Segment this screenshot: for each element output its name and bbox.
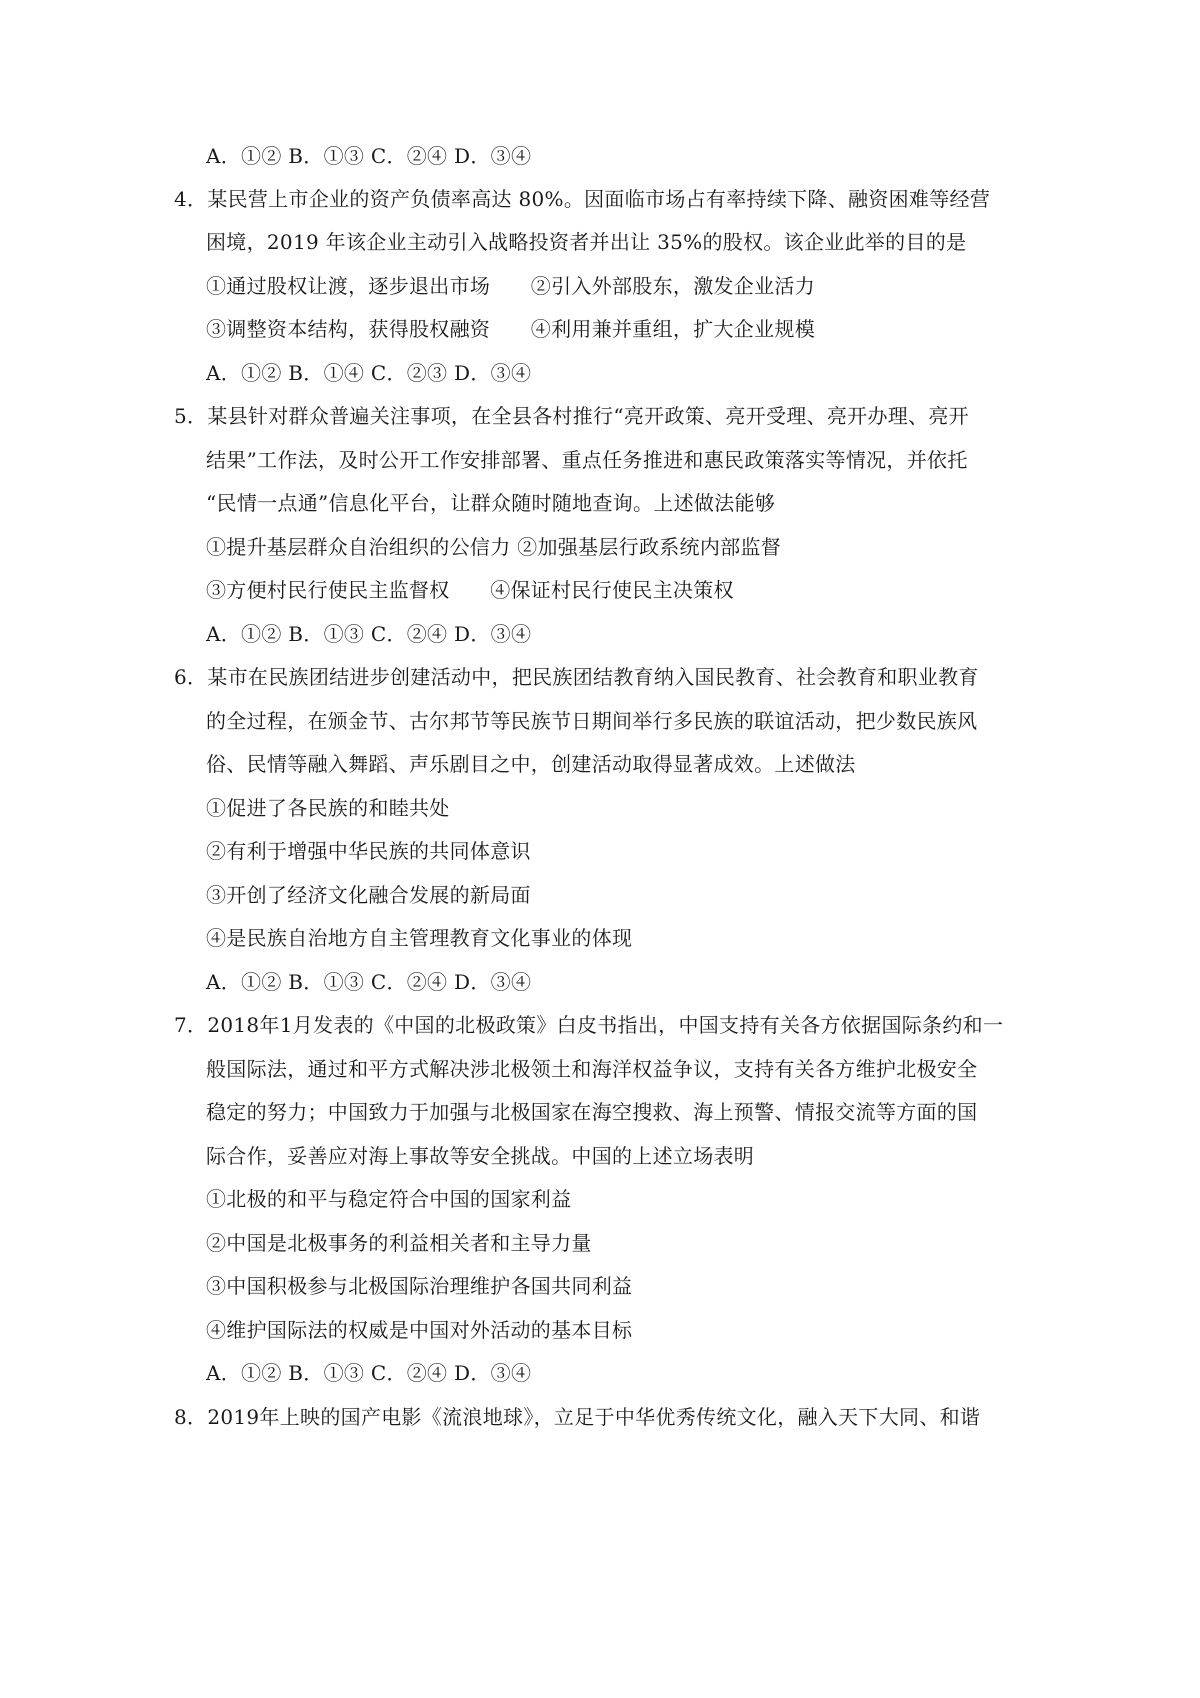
question-8-stem: 8．2019年上映的国产电影《流浪地球》，立足于中华优秀传统文化，融入天下大同、和谐 (174, 1405, 981, 1429)
answer-options-q3: A．①② B．①③ C．②④ D．③④ (206, 144, 532, 168)
question-6-statement-2: ②有利于增强中华民族的共同体意识 (206, 839, 531, 863)
answer-options-q7: A．①② B．①③ C．②④ D．③④ (206, 1361, 532, 1385)
question-7-stem-cont-3: 际合作，妥善应对海上事故等安全挑战。中国的上述立场表明 (206, 1144, 755, 1168)
question-6-statement-1: ①促进了各民族的和睦共处 (206, 796, 450, 820)
question-5-stem-cont-2: “民情一点通”信息化平台，让群众随时随地查询。上述做法能够 (206, 491, 776, 515)
question-6-stem: 6．某市在民族团结进步创建活动中，把民族团结教育纳入国民教育、社会教育和职业教育 (174, 665, 979, 689)
question-5-stem: 5．某县针对群众普遍关注事项，在全县各村推行“亮开政策、亮开受理、亮开办理、亮开 (174, 404, 969, 428)
question-5-statements-1-2: ①提升基层群众自治组织的公信力 ②加强基层行政系统内部监督 (206, 535, 782, 559)
question-5-stem-cont-1: 结果”工作法，及时公开工作安排部署、重点任务推进和惠民政策落实等情况，并依托 (206, 448, 968, 472)
answer-options-q4: A．①② B．①④ C．②③ D．③④ (206, 361, 532, 385)
question-6-statement-4: ④是民族自治地方自主管理教育文化事业的体现 (206, 926, 633, 950)
answer-options-q6: A．①② B．①③ C．②④ D．③④ (206, 970, 532, 994)
question-4-statements-3-4: ③调整资本结构，获得股权融资 ④利用兼并重组，扩大企业规模 (206, 317, 815, 341)
answer-options-q5: A．①② B．①③ C．②④ D．③④ (206, 622, 532, 646)
question-7-stem-cont-1: 般国际法，通过和平方式解决涉北极领土和海洋权益争议，支持有关各方维护北极安全 (206, 1057, 978, 1081)
question-6-stem-cont-1: 的全过程，在颁金节、古尔邦节等民族节日期间举行多民族的联谊活动，把少数民族风 (206, 709, 978, 733)
question-4-stem: 4．某民营上市企业的资产负债率高达 80%。因面临市场占有率持续下降、融资困难等经营 (174, 187, 991, 211)
question-4-stem-cont: 困境，2019 年该企业主动引入战略投资者并出让 35%的股权。该企业此举的目的是 (206, 230, 967, 254)
question-6-stem-cont-2: 俗、民情等融入舞蹈、声乐剧目之中，创建活动取得显著成效。上述做法 (206, 752, 856, 776)
question-7-statement-2: ②中国是北极事务的利益相关者和主导力量 (206, 1231, 592, 1255)
question-7-statement-1: ①北极的和平与稳定符合中国的国家利益 (206, 1187, 572, 1211)
question-7-stem-cont-2: 稳定的努力；中国致力于加强与北极国家在海空搜救、海上预警、情报交流等方面的国 (206, 1100, 978, 1124)
question-7-statement-4: ④维护国际法的权威是中国对外活动的基本目标 (206, 1318, 633, 1342)
question-7-stem: 7．2018年1月发表的《中国的北极政策》白皮书指出，中国支持有关各方依据国际条约和一 (174, 1013, 1004, 1037)
question-4-statements-1-2: ①通过股权让渡，逐步退出市场 ②引入外部股东，激发企业活力 (206, 274, 815, 298)
question-5-statements-3-4: ③方便村民行使民主监督权 ④保证村民行使民主决策权 (206, 578, 734, 602)
question-7-statement-3: ③中国积极参与北极国际治理维护各国共同利益 (206, 1274, 633, 1298)
question-6-statement-3: ③开创了经济文化融合发展的新局面 (206, 883, 531, 907)
